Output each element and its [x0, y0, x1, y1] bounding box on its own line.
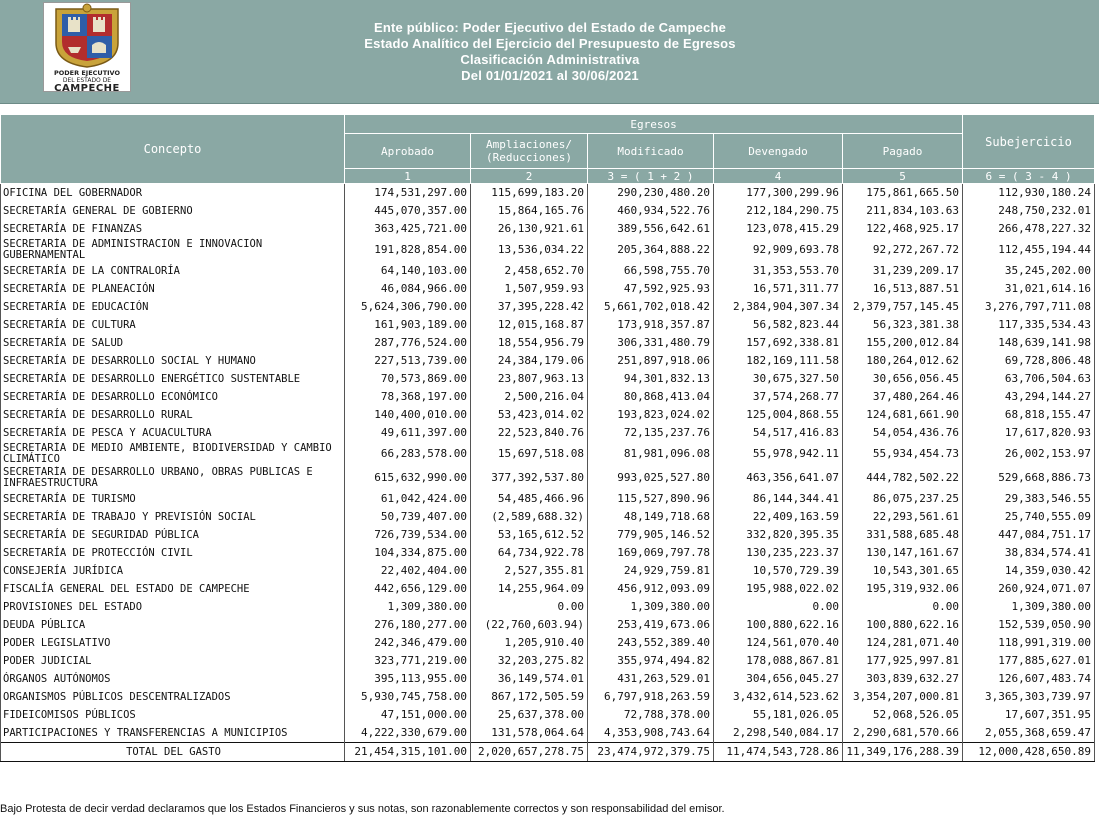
- row-value: 52,068,526.05: [843, 706, 963, 724]
- row-value: 14,359,030.42: [963, 562, 1095, 580]
- row-value: 1,507,959.93: [471, 280, 588, 298]
- table-row: [1, 442, 1095, 466]
- logo-line-1: PODER EJECUTIVO: [53, 69, 121, 77]
- row-value: (2,589,688.32): [471, 508, 588, 526]
- row-value: 54,517,416.83: [714, 424, 843, 442]
- row-concepto: SECRETARÍA GENERAL DE GOBIERNO: [1, 202, 345, 220]
- table-row: [1, 634, 1095, 652]
- row-value: 15,697,518.08: [471, 442, 588, 466]
- row-value: 130,235,223.37: [714, 544, 843, 562]
- row-value: 22,402,404.00: [345, 562, 471, 580]
- row-value: 31,021,614.16: [963, 280, 1095, 298]
- row-value: 55,978,942.11: [714, 442, 843, 466]
- row-value: 26,130,921.61: [471, 220, 588, 238]
- table-row: [1, 562, 1095, 580]
- row-value: 18,554,956.79: [471, 334, 588, 352]
- row-value: 529,668,886.73: [963, 466, 1095, 490]
- row-value: 177,885,627.01: [963, 652, 1095, 670]
- row-concepto: SECRETARÍA DE SALUD: [1, 334, 345, 352]
- row-value: 104,334,875.00: [345, 544, 471, 562]
- row-value: 72,135,237.76: [588, 424, 714, 442]
- row-value: 173,918,357.87: [588, 316, 714, 334]
- column-number-4: 4: [714, 169, 843, 184]
- row-concepto: SECRETARÍA DE LA CONTRALORÍA: [1, 262, 345, 280]
- row-value: 2,458,652.70: [471, 262, 588, 280]
- row-value: 24,929,759.81: [588, 562, 714, 580]
- row-concepto: SECRETARÍA DE PLANEACIÓN: [1, 280, 345, 298]
- row-value: 140,400,010.00: [345, 406, 471, 424]
- row-value: 332,820,395.35: [714, 526, 843, 544]
- row-value: 32,203,275.82: [471, 652, 588, 670]
- row-concepto: SECRETARÍA DE PROTECCIÓN CIVIL: [1, 544, 345, 562]
- table-row: [1, 526, 1095, 544]
- row-value: 54,054,436.76: [843, 424, 963, 442]
- row-value: 115,527,890.96: [588, 490, 714, 508]
- row-value: 726,739,534.00: [345, 526, 471, 544]
- row-value: 56,582,823.44: [714, 316, 843, 334]
- row-value: 64,734,922.78: [471, 544, 588, 562]
- row-value: 445,070,357.00: [345, 202, 471, 220]
- row-value: 26,002,153.97: [963, 442, 1095, 466]
- row-value: 86,144,344.41: [714, 490, 843, 508]
- row-value: 2,379,757,145.45: [843, 298, 963, 316]
- row-value: 92,909,693.78: [714, 238, 843, 262]
- row-value: 56,323,381.38: [843, 316, 963, 334]
- column-header-1: Aprobado: [345, 134, 471, 169]
- budget-table: [0, 114, 1095, 762]
- row-value: 38,834,574.41: [963, 544, 1095, 562]
- row-value: 100,880,622.16: [843, 616, 963, 634]
- table-row: [1, 706, 1095, 724]
- row-concepto: SECRETARÍA DE TURISMO: [1, 490, 345, 508]
- row-value: 460,934,522.76: [588, 202, 714, 220]
- total-value: 11,474,543,728.86: [714, 743, 843, 762]
- row-value: 615,632,990.00: [345, 466, 471, 490]
- row-concepto: ORGANISMOS PÚBLICOS DESCENTRALIZADOS: [1, 688, 345, 706]
- row-value: 212,184,290.75: [714, 202, 843, 220]
- row-concepto: PARTICIPACIONES Y TRANSFERENCIAS A MUNICIPIOS: [1, 724, 345, 743]
- row-value: 444,782,502.22: [843, 466, 963, 490]
- row-value: 131,578,064.64: [471, 724, 588, 743]
- row-value: 266,478,227.32: [963, 220, 1095, 238]
- total-value: 12,000,428,650.89: [963, 743, 1095, 762]
- row-value: 55,181,026.05: [714, 706, 843, 724]
- column-header-4: Devengado: [714, 134, 843, 169]
- row-value: 29,383,546.55: [963, 490, 1095, 508]
- row-value: 17,607,351.95: [963, 706, 1095, 724]
- row-value: 276,180,277.00: [345, 616, 471, 634]
- row-value: 2,298,540,084.17: [714, 724, 843, 743]
- column-number-3: 3 = ( 1 + 2 ): [588, 169, 714, 184]
- table-row: [1, 316, 1095, 334]
- logo-line-2: DEL ESTADO DE: [62, 77, 112, 84]
- row-concepto: FISCALÍA GENERAL DEL ESTADO DE CAMPECHE: [1, 580, 345, 598]
- header-entity: Ente público: Poder Ejecutivo del Estado de Campeche: [373, 20, 727, 35]
- table-row: [1, 334, 1095, 352]
- row-value: 64,140,103.00: [345, 262, 471, 280]
- row-value: 5,661,702,018.42: [588, 298, 714, 316]
- row-value: 48,149,718.68: [588, 508, 714, 526]
- row-value: (22,760,603.94): [471, 616, 588, 634]
- row-concepto: FIDEICOMISOS PÚBLICOS: [1, 706, 345, 724]
- table-row: [1, 688, 1095, 706]
- row-value: 211,834,103.63: [843, 202, 963, 220]
- row-value: 2,290,681,570.66: [843, 724, 963, 743]
- row-value: 157,692,338.81: [714, 334, 843, 352]
- row-value: 251,897,918.06: [588, 352, 714, 370]
- row-value: 2,384,904,307.34: [714, 298, 843, 316]
- row-value: 72,788,378.00: [588, 706, 714, 724]
- row-value: 5,624,306,790.00: [345, 298, 471, 316]
- row-concepto: SECRETARÍA DE DESARROLLO ECONÓMICO: [1, 388, 345, 406]
- row-value: 16,571,311.77: [714, 280, 843, 298]
- row-value: 22,523,840.76: [471, 424, 588, 442]
- row-value: 180,264,012.62: [843, 352, 963, 370]
- row-value: 92,272,267.72: [843, 238, 963, 262]
- row-concepto: SECRETARÍA DE DESARROLLO SOCIAL Y HUMANO: [1, 352, 345, 370]
- row-value: 30,656,056.45: [843, 370, 963, 388]
- row-value: 3,365,303,739.97: [963, 688, 1095, 706]
- row-value: 15,864,165.76: [471, 202, 588, 220]
- table-row: [1, 616, 1095, 634]
- table-row: [1, 490, 1095, 508]
- row-value: 227,513,739.00: [345, 352, 471, 370]
- row-value: 152,539,050.90: [963, 616, 1095, 634]
- row-value: 195,988,022.02: [714, 580, 843, 598]
- table-row: [1, 466, 1095, 490]
- row-value: 377,392,537.80: [471, 466, 588, 490]
- total-value: 21,454,315,101.00: [345, 743, 471, 762]
- header-period: Del 01/01/2021 al 30/06/2021: [461, 68, 639, 83]
- row-value: 355,974,494.82: [588, 652, 714, 670]
- row-concepto: SECRETARÍA DE PESCA Y ACUACULTURA: [1, 424, 345, 442]
- row-value: 389,556,642.61: [588, 220, 714, 238]
- table-row: [1, 220, 1095, 238]
- logo-line-3: CAMPECHE: [54, 83, 120, 94]
- egresos-header: Egresos: [345, 115, 963, 134]
- row-value: 195,319,932.06: [843, 580, 963, 598]
- row-value: 118,991,319.00: [963, 634, 1095, 652]
- column-header-5: Pagado: [843, 134, 963, 169]
- row-value: 3,354,207,000.81: [843, 688, 963, 706]
- row-value: 17,617,820.93: [963, 424, 1095, 442]
- row-value: 205,364,888.22: [588, 238, 714, 262]
- table-row: [1, 202, 1095, 220]
- row-concepto: SECRETARÍA DE FINANZAS: [1, 220, 345, 238]
- row-value: 126,607,483.74: [963, 670, 1095, 688]
- row-value: 0.00: [714, 598, 843, 616]
- row-concepto: ÓRGANOS AUTÓNOMOS: [1, 670, 345, 688]
- row-value: 94,301,832.13: [588, 370, 714, 388]
- row-concepto: SECRETARÍA DE ADMINISTRACIÓN E INNOVACIÓN GUBERNAMENTAL: [1, 238, 345, 262]
- row-value: 46,084,966.00: [345, 280, 471, 298]
- row-value: 63,706,504.63: [963, 370, 1095, 388]
- table-row: [1, 370, 1095, 388]
- row-value: 70,573,869.00: [345, 370, 471, 388]
- row-concepto: PROVISIONES DEL ESTADO: [1, 598, 345, 616]
- row-value: 25,740,555.09: [963, 508, 1095, 526]
- row-value: 112,455,194.44: [963, 238, 1095, 262]
- row-value: 1,309,380.00: [345, 598, 471, 616]
- row-value: 1,309,380.00: [963, 598, 1095, 616]
- row-value: 1,205,910.40: [471, 634, 588, 652]
- row-value: 10,570,729.39: [714, 562, 843, 580]
- table-row: [1, 724, 1095, 743]
- table-row: [1, 406, 1095, 424]
- row-value: 4,222,330,679.00: [345, 724, 471, 743]
- table-row: [1, 298, 1095, 316]
- row-value: 395,113,955.00: [345, 670, 471, 688]
- row-concepto: SECRETARÍA DE DESARROLLO ENERGÉTICO SUSTENTABLE: [1, 370, 345, 388]
- row-value: 243,552,389.40: [588, 634, 714, 652]
- row-value: 260,924,071.07: [963, 580, 1095, 598]
- row-value: 130,147,161.67: [843, 544, 963, 562]
- header-classification: Clasificación Administrativa: [460, 52, 640, 67]
- row-value: 2,527,355.81: [471, 562, 588, 580]
- row-value: 175,861,665.50: [843, 184, 963, 203]
- row-value: 463,356,641.07: [714, 466, 843, 490]
- column-header-3: Modificado: [588, 134, 714, 169]
- row-value: 22,293,561.61: [843, 508, 963, 526]
- row-value: 169,069,797.78: [588, 544, 714, 562]
- row-concepto: SECRETARÍA DE TRABAJO Y PREVISIÓN SOCIAL: [1, 508, 345, 526]
- row-value: 779,905,146.52: [588, 526, 714, 544]
- row-value: 31,239,209.17: [843, 262, 963, 280]
- total-value: 11,349,176,288.39: [843, 743, 963, 762]
- row-value: 23,807,963.13: [471, 370, 588, 388]
- row-value: 363,425,721.00: [345, 220, 471, 238]
- row-value: 37,480,264.46: [843, 388, 963, 406]
- subejercicio-number: 6 = ( 3 - 4 ): [963, 169, 1095, 184]
- row-value: 80,868,413.04: [588, 388, 714, 406]
- table-row: [1, 652, 1095, 670]
- row-value: 100,880,622.16: [714, 616, 843, 634]
- row-value: 115,699,183.20: [471, 184, 588, 203]
- row-value: 993,025,527.80: [588, 466, 714, 490]
- row-value: 3,432,614,523.62: [714, 688, 843, 706]
- row-concepto: SECRETARÍA DE EDUCACIÓN: [1, 298, 345, 316]
- row-value: 178,088,867.81: [714, 652, 843, 670]
- row-value: 37,574,268.77: [714, 388, 843, 406]
- row-value: 304,656,045.27: [714, 670, 843, 688]
- row-value: 86,075,237.25: [843, 490, 963, 508]
- row-value: 123,078,415.29: [714, 220, 843, 238]
- row-value: 10,543,301.65: [843, 562, 963, 580]
- row-value: 24,384,179.06: [471, 352, 588, 370]
- row-value: 12,015,168.87: [471, 316, 588, 334]
- row-concepto: SECRETARÍA DE DESARROLLO RURAL: [1, 406, 345, 424]
- table-row: [1, 544, 1095, 562]
- government-seal-logo: [43, 2, 131, 92]
- table-row: [1, 424, 1095, 442]
- table-row: [1, 184, 1095, 203]
- row-value: 4,353,908,743.64: [588, 724, 714, 743]
- row-value: 323,771,219.00: [345, 652, 471, 670]
- row-concepto: SECRETARÍA DE SEGURIDAD PÚBLICA: [1, 526, 345, 544]
- row-value: 177,925,997.81: [843, 652, 963, 670]
- row-concepto: DEUDA PÚBLICA: [1, 616, 345, 634]
- row-value: 78,368,197.00: [345, 388, 471, 406]
- budget-table-wrapper: [0, 114, 1099, 762]
- row-value: 2,500,216.04: [471, 388, 588, 406]
- row-value: 13,536,034.22: [471, 238, 588, 262]
- row-value: 6,797,918,263.59: [588, 688, 714, 706]
- row-value: 124,281,071.40: [843, 634, 963, 652]
- row-value: 125,004,868.55: [714, 406, 843, 424]
- row-value: 117,335,534.43: [963, 316, 1095, 334]
- column-number-5: 5: [843, 169, 963, 184]
- row-value: 54,485,466.96: [471, 490, 588, 508]
- row-value: 1,309,380.00: [588, 598, 714, 616]
- row-value: 37,395,228.42: [471, 298, 588, 316]
- row-value: 303,839,632.27: [843, 670, 963, 688]
- row-value: 431,263,529.01: [588, 670, 714, 688]
- row-value: 174,531,297.00: [345, 184, 471, 203]
- row-value: 50,739,407.00: [345, 508, 471, 526]
- table-row: [1, 388, 1095, 406]
- row-value: 122,468,925.17: [843, 220, 963, 238]
- row-value: 0.00: [843, 598, 963, 616]
- coat-of-arms-icon: [44, 3, 130, 69]
- row-value: 47,592,925.93: [588, 280, 714, 298]
- row-value: 66,598,755.70: [588, 262, 714, 280]
- row-value: 31,353,553.70: [714, 262, 843, 280]
- row-value: 81,981,096.08: [588, 442, 714, 466]
- row-value: 68,818,155.47: [963, 406, 1095, 424]
- row-concepto: SECRETARÍA DE DESARROLLO URBANO, OBRAS PÚBLICAS E INFRAESTRUCTURA: [1, 466, 345, 490]
- table-row: [1, 670, 1095, 688]
- row-value: 112,930,180.24: [963, 184, 1095, 203]
- table-row: [1, 352, 1095, 370]
- row-value: 61,042,424.00: [345, 490, 471, 508]
- row-concepto: OFICINA DEL GOBERNADOR: [1, 184, 345, 203]
- row-value: 55,934,454.73: [843, 442, 963, 466]
- row-value: 3,276,797,711.08: [963, 298, 1095, 316]
- row-concepto: PODER JUDICIAL: [1, 652, 345, 670]
- concepto-header: Concepto: [1, 115, 345, 184]
- row-value: 43,294,144.27: [963, 388, 1095, 406]
- total-row: [1, 743, 1095, 762]
- row-value: 35,245,202.00: [963, 262, 1095, 280]
- row-value: 30,675,327.50: [714, 370, 843, 388]
- row-value: 2,055,368,659.47: [963, 724, 1095, 743]
- row-value: 182,169,111.58: [714, 352, 843, 370]
- row-value: 177,300,299.96: [714, 184, 843, 203]
- column-number-1: 1: [345, 169, 471, 184]
- row-concepto: SECRETARÍA DE CULTURA: [1, 316, 345, 334]
- row-value: 253,419,673.06: [588, 616, 714, 634]
- table-row: [1, 262, 1095, 280]
- row-value: 53,423,014.02: [471, 406, 588, 424]
- row-concepto: CONSEJERÍA JURÍDICA: [1, 562, 345, 580]
- row-value: 242,346,479.00: [345, 634, 471, 652]
- row-value: 290,230,480.20: [588, 184, 714, 203]
- row-value: 447,084,751.17: [963, 526, 1095, 544]
- row-value: 331,588,685.48: [843, 526, 963, 544]
- row-value: 14,255,964.09: [471, 580, 588, 598]
- row-value: 248,750,232.01: [963, 202, 1095, 220]
- table-row: [1, 280, 1095, 298]
- row-value: 442,656,129.00: [345, 580, 471, 598]
- row-value: 867,172,505.59: [471, 688, 588, 706]
- report-banner: [0, 0, 1099, 104]
- row-value: 22,409,163.59: [714, 508, 843, 526]
- row-value: 0.00: [471, 598, 588, 616]
- header-report-title: Estado Analítico del Ejercicio del Presupuesto de Egresos: [364, 36, 736, 51]
- row-value: 25,637,378.00: [471, 706, 588, 724]
- column-number-2: 2: [471, 169, 588, 184]
- row-value: 36,149,574.01: [471, 670, 588, 688]
- row-value: 155,200,012.84: [843, 334, 963, 352]
- total-value: 23,474,972,379.75: [588, 743, 714, 762]
- row-concepto: SECRETARÍA DE MEDIO AMBIENTE, BIODIVERSIDAD Y CAMBIO CLIMÁTICO: [1, 442, 345, 466]
- row-value: 287,776,524.00: [345, 334, 471, 352]
- table-row: [1, 580, 1095, 598]
- row-value: 69,728,806.48: [963, 352, 1095, 370]
- row-concepto: PODER LEGISLATIVO: [1, 634, 345, 652]
- row-value: 456,912,093.09: [588, 580, 714, 598]
- footnote-disclaimer: Bajo Protesta de decir verdad declaramos que los Estados Financieros y sus notas, son razonablemente correctos y son responsabilidad del emisor.: [0, 803, 725, 815]
- row-value: 124,561,070.40: [714, 634, 843, 652]
- row-value: 306,331,480.79: [588, 334, 714, 352]
- row-value: 49,611,397.00: [345, 424, 471, 442]
- table-row: [1, 238, 1095, 262]
- row-value: 148,639,141.98: [963, 334, 1095, 352]
- row-value: 191,828,854.00: [345, 238, 471, 262]
- row-value: 161,903,189.00: [345, 316, 471, 334]
- row-value: 193,823,024.02: [588, 406, 714, 424]
- row-value: 16,513,887.51: [843, 280, 963, 298]
- total-label: TOTAL DEL GASTO: [1, 743, 345, 762]
- row-value: 47,151,000.00: [345, 706, 471, 724]
- table-row: [1, 598, 1095, 616]
- column-header-2: Ampliaciones/ (Reducciones): [471, 134, 588, 169]
- row-value: 5,930,745,758.00: [345, 688, 471, 706]
- row-value: 124,681,661.90: [843, 406, 963, 424]
- subejercicio-header: Subejercicio: [963, 115, 1095, 169]
- total-value: 2,020,657,278.75: [471, 743, 588, 762]
- row-value: 53,165,612.52: [471, 526, 588, 544]
- table-row: [1, 508, 1095, 526]
- row-value: 66,283,578.00: [345, 442, 471, 466]
